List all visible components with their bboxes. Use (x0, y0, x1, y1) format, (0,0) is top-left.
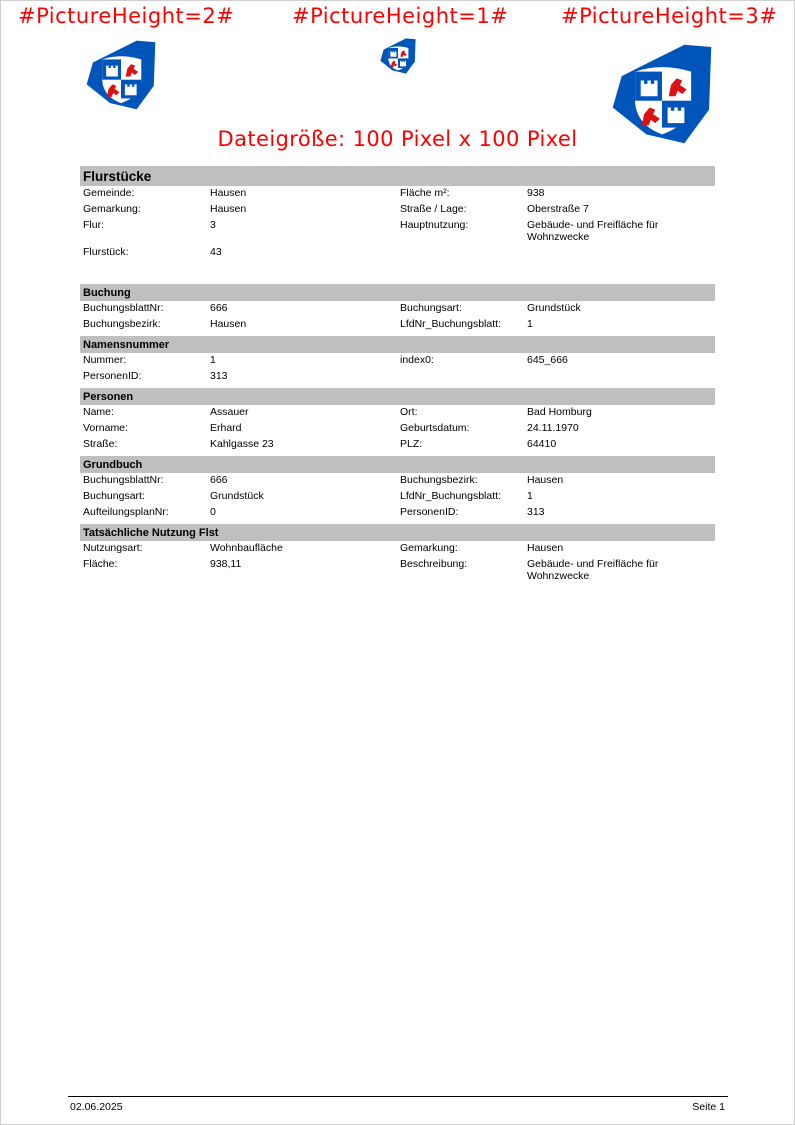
field-label: Buchungsart: (400, 302, 462, 314)
field-label: Straße / Lage: (400, 203, 467, 215)
field-label: Buchungsart: (83, 490, 145, 502)
field-value: Oberstraße 7 (527, 203, 589, 215)
section-title: Grundbuch (80, 456, 715, 473)
section-personen (80, 388, 715, 456)
table-row (80, 491, 715, 507)
field-value: 666 (210, 474, 228, 486)
section-title: Tatsächliche Nutzung Flst (80, 524, 715, 541)
field-label: Geburtsdatum: (400, 422, 470, 434)
field-label: Vorname: (83, 422, 128, 434)
field-label: Fläche: (83, 558, 118, 570)
field-value: Hausen (210, 318, 247, 330)
field-label: Gemarkung: (83, 203, 141, 215)
field-value: Hausen (210, 203, 247, 215)
section-namensnummer (80, 336, 715, 388)
footer-divider (68, 1096, 728, 1097)
field-value: Gebäude- und Freifläche für Wohnzwecke (527, 558, 659, 582)
field-value: 43 (210, 246, 222, 258)
section-title: Namensnummer (80, 336, 715, 353)
table-row (80, 423, 715, 439)
field-value: 0 (210, 506, 216, 518)
field-label: Straße: (83, 438, 118, 450)
field-value: Erhard (210, 422, 242, 434)
table-row (80, 355, 715, 371)
field-label: Gemeinde: (83, 187, 135, 199)
footer-page-number: Seite 1 (692, 1101, 725, 1113)
section-buchung (80, 284, 715, 336)
crest-small-icon (378, 36, 418, 76)
table-row (80, 559, 715, 586)
field-label: BuchungsblattNr: (83, 302, 164, 314)
field-label: AufteilungsplanNr: (83, 506, 169, 518)
file-size-title: Dateigröße: 100 Pixel x 100 Pixel (217, 127, 578, 151)
section-rows (80, 473, 715, 524)
section-flurstuecke (80, 166, 715, 284)
field-value: Hausen (527, 542, 564, 554)
field-value: Grundstück (527, 302, 581, 314)
picture-height-label-1: #PictureHeight=1# (292, 4, 509, 28)
field-label: Flur: (83, 219, 104, 231)
field-label: Nummer: (83, 354, 127, 366)
table-row (80, 543, 715, 559)
section-tatsaechliche-nutzung (80, 524, 715, 586)
table-row (80, 188, 715, 204)
field-value: Wohnbaufläche (210, 542, 283, 554)
field-label: PersonenID: (400, 506, 459, 518)
field-label: Flurstück: (83, 246, 129, 258)
field-value: Gebäude- und Freifläche für Wohnzwecke (527, 219, 659, 243)
crest-medium-icon (82, 36, 160, 114)
field-label: Beschreibung: (400, 558, 468, 570)
section-rows (80, 186, 715, 284)
field-value: Bad Homburg (527, 406, 592, 418)
field-value: 64410 (527, 438, 557, 450)
section-rows (80, 541, 715, 586)
footer-date: 02.06.2025 (70, 1101, 123, 1113)
field-label: Nutzungsart: (83, 542, 143, 554)
field-value: 313 (210, 370, 228, 382)
field-value: 313 (527, 506, 545, 518)
field-value: 3 (210, 219, 216, 231)
table-row (80, 371, 715, 388)
field-label: Gemarkung: (400, 542, 458, 554)
field-label: LfdNr_Buchungsblatt: (400, 490, 501, 502)
section-title: Personen (80, 388, 715, 405)
table-row (80, 507, 715, 524)
field-label: Buchungsbezirk: (400, 474, 478, 486)
report-content (80, 166, 715, 586)
picture-height-label-3: #PictureHeight=3# (561, 4, 778, 28)
field-label: LfdNr_Buchungsblatt: (400, 318, 501, 330)
picture-height-label-2: #PictureHeight=2# (18, 4, 235, 28)
table-row (80, 220, 715, 247)
field-label: Name: (83, 406, 114, 418)
field-label: Ort: (400, 406, 418, 418)
table-row (80, 319, 715, 336)
section-title: Buchung (80, 284, 715, 301)
field-value: 1 (210, 354, 216, 366)
table-row (80, 439, 715, 456)
field-value: Hausen (527, 474, 564, 486)
field-value: 938 (527, 187, 545, 199)
field-value: 938,11 (210, 558, 242, 570)
table-row (80, 407, 715, 423)
field-value: 1 (527, 318, 533, 330)
field-value: 666 (210, 302, 228, 314)
field-value: 645_666 (527, 354, 568, 366)
section-title: Flurstücke (80, 166, 715, 186)
field-value: Kahlgasse 23 (210, 438, 274, 450)
table-row (80, 303, 715, 319)
section-rows (80, 405, 715, 456)
field-label: BuchungsblattNr: (83, 474, 164, 486)
field-label: PLZ: (400, 438, 423, 450)
field-label: PersonenID: (83, 370, 142, 382)
table-row (80, 204, 715, 220)
field-value: Hausen (210, 187, 247, 199)
field-label: Buchungsbezirk: (83, 318, 161, 330)
field-value: 1 (527, 490, 533, 502)
table-row (80, 247, 715, 284)
field-label: index0: (400, 354, 434, 366)
section-rows (80, 301, 715, 336)
field-value: Assauer (210, 406, 249, 418)
section-rows (80, 353, 715, 388)
field-value: Grundstück (210, 490, 264, 502)
field-value: 24.11.1970 (527, 422, 579, 434)
section-grundbuch (80, 456, 715, 524)
table-row (80, 475, 715, 491)
field-label: Fläche m²: (400, 187, 450, 199)
field-label: Hauptnutzung: (400, 219, 469, 231)
